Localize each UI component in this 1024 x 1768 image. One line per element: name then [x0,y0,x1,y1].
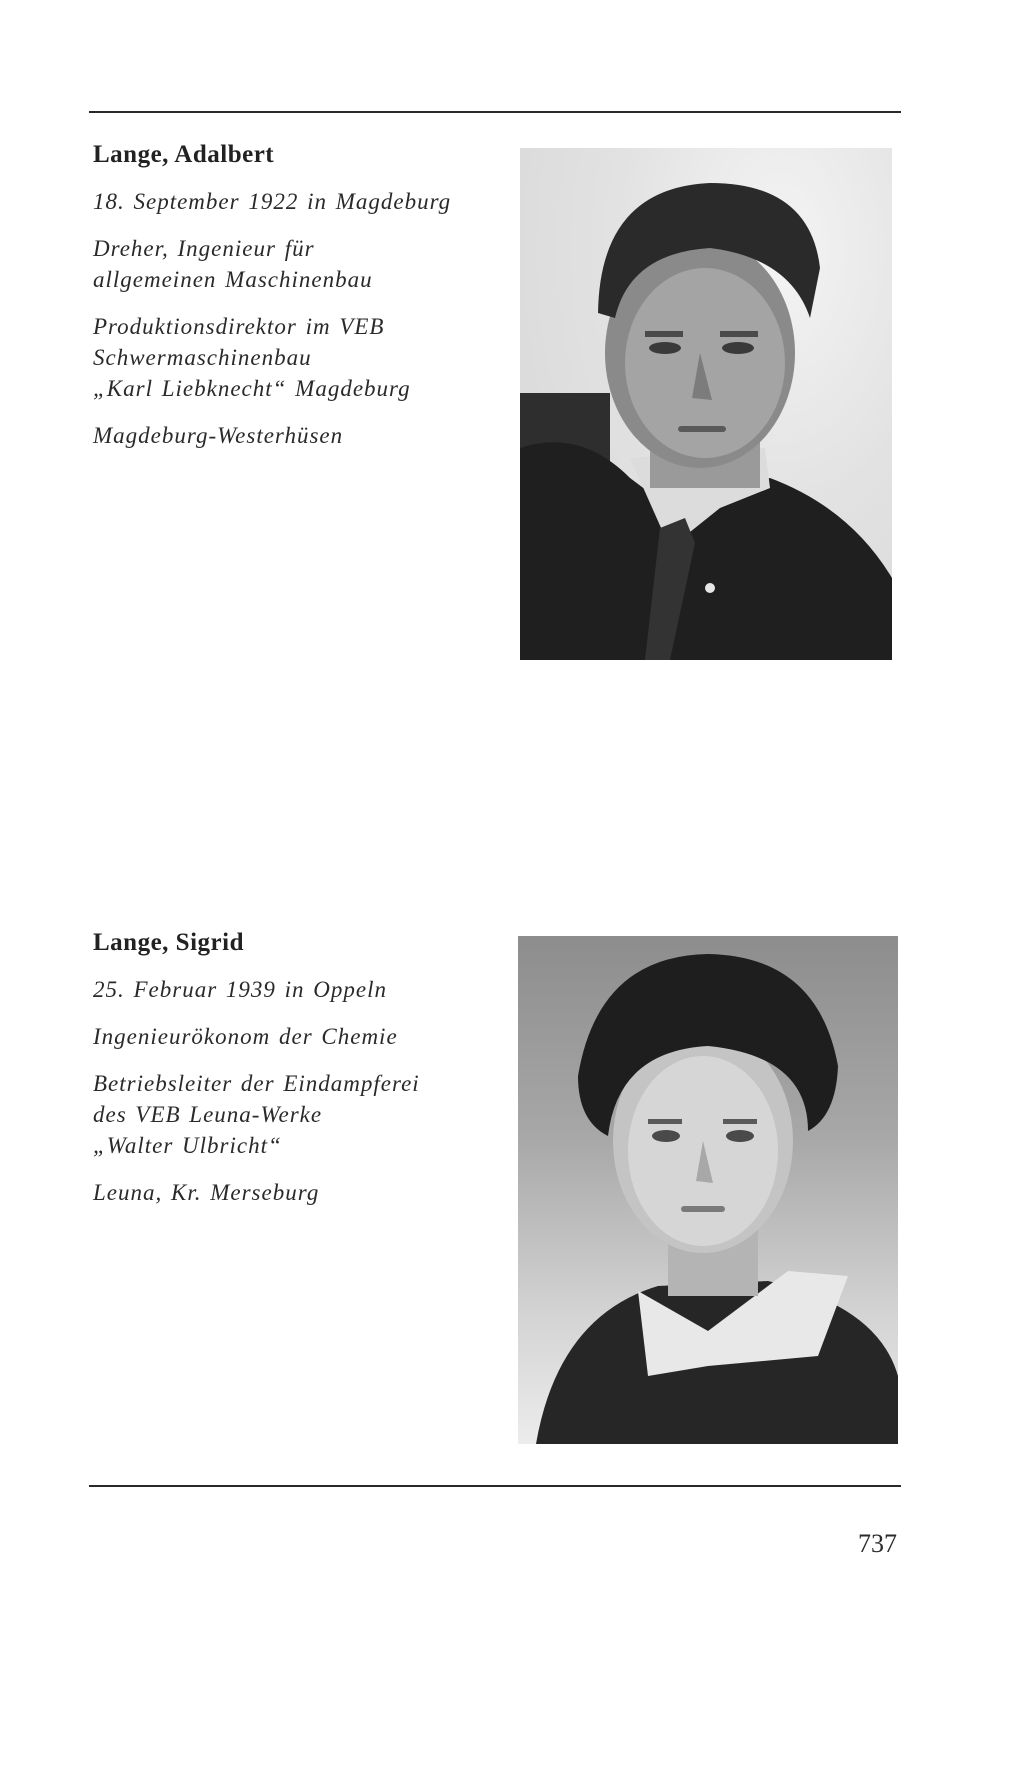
residence-line: Leuna, Kr. Merseburg [93,1180,320,1205]
birth-line: 25. Februar 1939 in Oppeln [93,977,388,1002]
entry-birth [93,186,493,217]
position-line: „Walter Ulbricht“ [93,1133,282,1158]
position-line: Schwermaschinenbau [93,345,312,370]
entry-sigrid-lange [93,928,493,1224]
profession-line: Dreher, Ingenieur für [93,236,315,261]
bottom-rule [89,1485,901,1487]
page-number: 737 [858,1529,897,1558]
entry-residence [93,420,493,451]
portrait-man-image [520,148,892,660]
profession-line: Ingenieurökonom der Chemie [93,1024,398,1049]
position-line: „Karl Liebknecht“ Magdeburg [93,376,411,401]
residence-line: Magdeburg-Westerhüsen [93,423,344,448]
position-line: des VEB Leuna-Werke [93,1102,323,1127]
entry-profession [93,1021,493,1052]
portrait-photo-sigrid [518,936,898,1444]
top-rule [89,111,901,113]
portrait-photo-adalbert [520,148,892,660]
entry-adalbert-lange [93,140,493,467]
entry-position [93,1068,493,1161]
entry-residence [93,1177,493,1208]
profession-line: allgemeinen Maschinenbau [93,267,373,292]
entry-position [93,311,493,404]
position-line: Produktionsdirektor im VEB [93,314,385,339]
entry-name: Lange, Sigrid [93,929,244,956]
entry-name: Lange, Adalbert [93,141,275,168]
position-line: Betriebsleiter der Eindampferei [93,1071,420,1096]
entry-birth [93,974,493,1005]
birth-line: 18. September 1922 in Magdeburg [93,189,452,214]
portrait-woman-image [518,936,898,1444]
entry-profession [93,233,493,295]
